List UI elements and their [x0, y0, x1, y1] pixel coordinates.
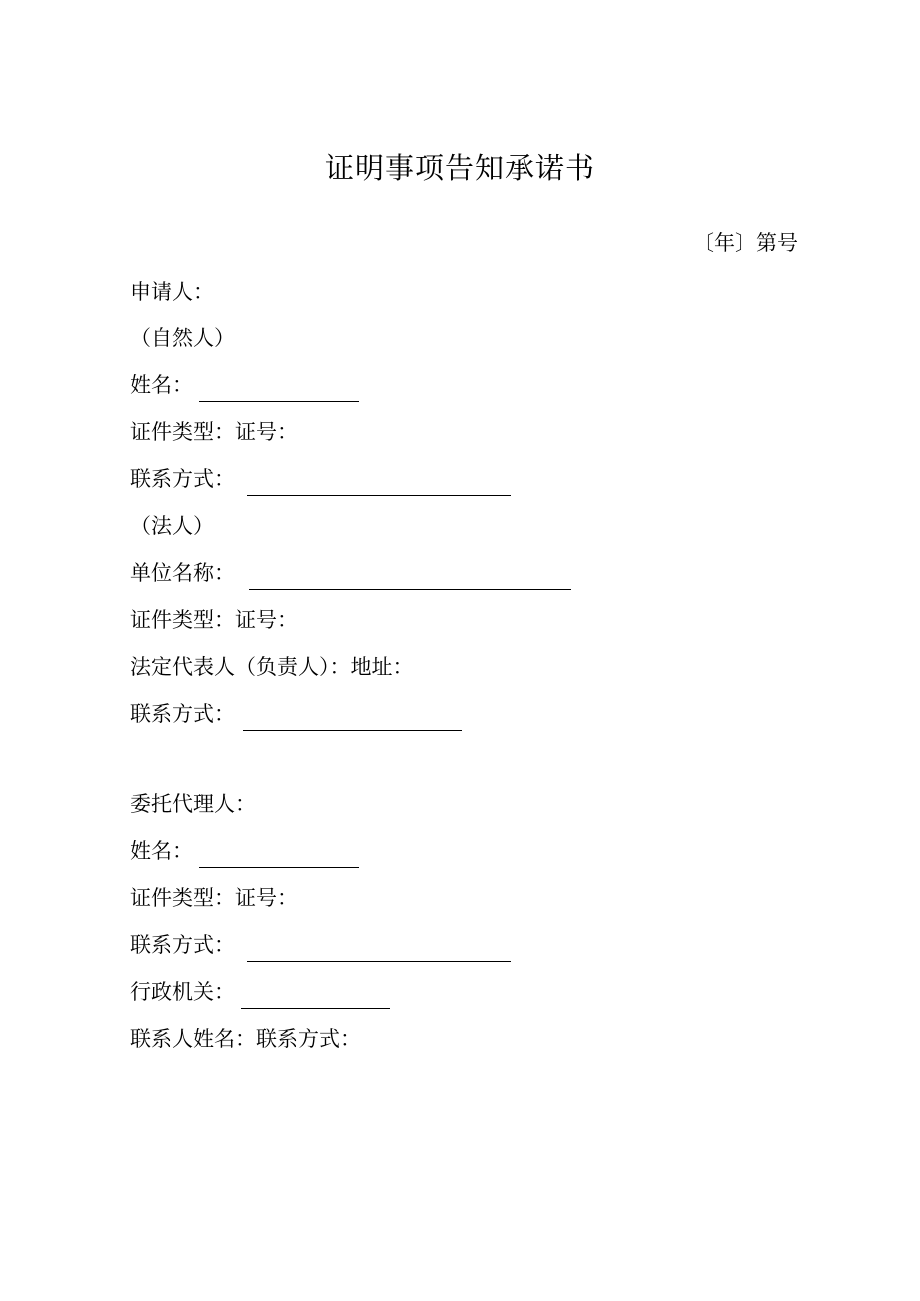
agent-label: 委托代理人： — [130, 792, 256, 816]
contact-person-label: 联系人姓名：联系方式： — [130, 1027, 361, 1051]
administrative-agency-blank[interactable] — [241, 984, 390, 1009]
name-label: 姓名： — [130, 373, 193, 397]
natural-person-heading — [130, 321, 235, 355]
agent-heading — [130, 787, 256, 821]
legal-representative-address-label: 法定代表人（负责人）：地址： — [130, 655, 414, 679]
name-label: 姓名： — [130, 839, 193, 863]
natural-person-contact-row — [130, 462, 511, 496]
contact-label: 联系方式： — [130, 467, 235, 491]
contact-blank[interactable] — [247, 937, 511, 962]
contact-label: 联系方式： — [130, 702, 235, 726]
contact-blank[interactable] — [243, 706, 462, 731]
contact-person-row — [130, 1022, 361, 1056]
legal-person-id-row — [130, 603, 298, 637]
legal-person-label: （法人） — [130, 514, 214, 538]
agent-id-row — [130, 881, 298, 915]
id-type-number-label: 证件类型：证号： — [130, 886, 298, 910]
agent-contact-row — [130, 928, 511, 962]
contact-label: 联系方式： — [130, 933, 235, 957]
name-blank[interactable] — [199, 843, 359, 868]
id-type-number-label: 证件类型：证号： — [130, 608, 298, 632]
natural-person-name-row — [130, 368, 359, 402]
unit-name-label: 单位名称： — [130, 561, 235, 585]
administrative-agency-label: 行政机关： — [130, 980, 235, 1004]
applicant-label: 申请人： — [130, 280, 214, 304]
agent-name-row — [130, 834, 359, 868]
contact-blank[interactable] — [247, 471, 511, 496]
id-type-number-label: 证件类型：证号： — [130, 420, 298, 444]
legal-representative-row — [130, 650, 414, 684]
administrative-agency-row — [130, 975, 390, 1009]
unit-name-blank[interactable] — [249, 565, 571, 590]
page-title: 证明事项告知承诺书 — [324, 151, 595, 185]
legal-person-heading — [130, 509, 214, 543]
legal-person-unit-name-row — [130, 556, 571, 590]
document-number: 〔年〕第号 — [693, 231, 798, 255]
applicant-heading — [130, 275, 214, 309]
natural-person-label: （自然人） — [130, 326, 235, 350]
legal-person-contact-row — [130, 697, 462, 731]
natural-person-id-row — [130, 415, 298, 449]
name-blank[interactable] — [199, 377, 359, 402]
